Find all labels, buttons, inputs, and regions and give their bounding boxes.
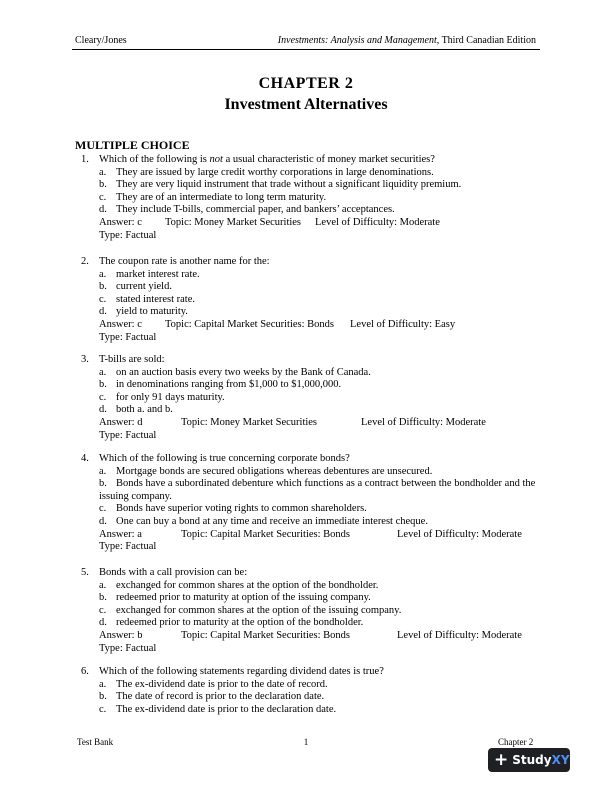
- brand-name-part: Study: [512, 753, 552, 767]
- option-d: [75, 404, 545, 417]
- option-text: redeemed prior to maturity at option of the issuing company.: [116, 592, 371, 604]
- option-letter: b.: [99, 691, 107, 703]
- option-text: The ex-dividend date is prior to the declaration date.: [116, 703, 337, 715]
- difficulty: Level of Difficulty: Moderate: [397, 629, 522, 641]
- section-heading: MULTIPLE CHOICE: [75, 138, 190, 152]
- question-5: [75, 567, 545, 655]
- answer-line: [75, 417, 545, 430]
- question-3: [75, 354, 545, 442]
- option-letter: d.: [99, 515, 107, 527]
- topic: Topic: Capital Market Securities: Bonds: [181, 528, 350, 540]
- stem-text: Which of the following statements regarding dividend dates is true?: [99, 666, 384, 677]
- brand-name-accent: XY: [551, 753, 570, 767]
- question-stem: [75, 154, 545, 167]
- option-a: [75, 679, 545, 692]
- option-letter: c.: [99, 391, 107, 403]
- option-letter: c.: [99, 503, 107, 515]
- option-a: [75, 269, 545, 282]
- answer: Answer: c: [99, 216, 142, 228]
- option-d: [75, 617, 545, 630]
- answer-line: [75, 630, 545, 643]
- option-b: [75, 478, 545, 503]
- topic: Topic: Capital Market Securities: Bonds: [181, 629, 350, 641]
- option-b: [75, 592, 545, 605]
- question-2: [75, 256, 545, 344]
- book-title: Investments: Analysis and Management: [277, 35, 437, 46]
- running-header-author: Cleary/Jones: [75, 35, 127, 46]
- option-letter: d.: [99, 617, 107, 629]
- question-type: Type: Factual: [99, 229, 157, 241]
- option-b: [75, 179, 545, 192]
- question-4: [75, 453, 545, 554]
- option-a: [75, 367, 545, 380]
- option-c: [75, 294, 545, 307]
- question-1: [75, 154, 545, 242]
- chapter-title: Investment Alternatives: [224, 96, 388, 113]
- difficulty: Level of Difficulty: Moderate: [397, 528, 522, 540]
- option-text: in denominations ranging from $1,000 to $1,000,000.: [116, 379, 342, 391]
- option-d: [75, 306, 545, 319]
- option-letter: a.: [99, 268, 107, 280]
- option-text: for only 91 days maturity.: [116, 391, 225, 403]
- topic: Topic: Capital Market Securities: Bonds: [165, 318, 334, 330]
- option-letter: b.: [99, 592, 107, 604]
- option-text: They include T-bills, commercial paper, and bankers’ acceptances.: [116, 204, 395, 216]
- question-stem: [75, 453, 545, 466]
- difficulty: Level of Difficulty: Easy: [350, 318, 456, 330]
- stem-text: Bonds with a call provision can be:: [99, 567, 248, 578]
- option-a: [75, 466, 545, 479]
- question-type: Type: Factual: [99, 331, 157, 343]
- option-text: exchanged for common shares at the option of the bondholder.: [116, 579, 379, 591]
- running-header-title: [278, 35, 536, 46]
- option-text: Mortgage bonds are secured obligations whereas debentures are unsecured.: [116, 465, 433, 477]
- stem-text: T-bills are sold:: [99, 354, 165, 365]
- question-number: 6.: [81, 666, 89, 677]
- header-rule: [72, 49, 540, 50]
- stem-text: Which of the following is: [99, 154, 210, 165]
- option-text: stated interest rate.: [116, 293, 196, 305]
- question-number: 5.: [81, 567, 89, 578]
- option-a: [75, 580, 545, 593]
- answer-line: [75, 319, 545, 332]
- option-c: [75, 392, 545, 405]
- option-letter: c.: [99, 293, 107, 305]
- option-c: [75, 704, 545, 717]
- option-text: They are of an intermediate to long term maturity.: [116, 191, 327, 203]
- option-text: yield to maturity.: [116, 306, 188, 318]
- option-letter: b.: [99, 478, 107, 490]
- answer: Answer: b: [99, 629, 143, 641]
- option-letter: b.: [99, 281, 107, 293]
- option-text: They are very liquid instrument that trade without a significant liquidity premium.: [116, 179, 462, 191]
- option-c: [75, 192, 545, 205]
- question-number: 3.: [81, 354, 89, 365]
- topic: Topic: Money Market Securities: [165, 216, 302, 228]
- option-text: exchanged for common shares at the option of the issuing company.: [116, 604, 402, 616]
- answer: Answer: c: [99, 318, 142, 330]
- answer: Answer: d: [99, 416, 143, 428]
- option-a: [75, 167, 545, 180]
- question-number: 1.: [81, 154, 89, 165]
- option-text: The ex-dividend date is prior to the date of record.: [116, 678, 328, 690]
- stem-text: The coupon rate is another name for the:: [99, 256, 270, 267]
- question-stem: [75, 256, 545, 269]
- option-text: market interest rate.: [116, 268, 200, 280]
- plus-icon: +: [494, 749, 509, 770]
- question-type: Type: Factual: [99, 429, 157, 441]
- question-stem: [75, 567, 545, 580]
- option-letter: b.: [99, 179, 107, 191]
- option-text: Bonds have superior voting rights to common shareholders.: [116, 503, 367, 515]
- option-d: [75, 516, 545, 529]
- option-b: [75, 379, 545, 392]
- option-letter: c.: [99, 191, 107, 203]
- option-letter: a.: [99, 678, 107, 690]
- option-d: [75, 204, 545, 217]
- footer-left: Test Bank: [77, 737, 114, 747]
- option-letter: c.: [99, 604, 107, 616]
- chapter-heading: CHAPTER 2: [258, 75, 354, 92]
- option-text: both a. and b.: [116, 404, 173, 416]
- question-stem: [75, 666, 545, 679]
- option-b: [75, 281, 545, 294]
- option-c: [75, 503, 545, 516]
- question-number: 2.: [81, 256, 89, 267]
- option-text: current yield.: [116, 281, 172, 293]
- option-b: [75, 691, 545, 704]
- option-text: The date of record is prior to the declaration date.: [116, 691, 325, 703]
- question-type: Type: Factual: [99, 642, 157, 654]
- stem-emphasis: not: [209, 154, 223, 165]
- answer: Answer: a: [99, 528, 142, 540]
- answer-line: [75, 217, 545, 230]
- option-letter: a.: [99, 166, 107, 178]
- option-letter: c.: [99, 703, 107, 715]
- option-text: Bonds have a subordinated debenture which functions as a contract between the bondholder and the issuing company.: [99, 478, 536, 502]
- option-letter: d.: [99, 204, 107, 216]
- option-letter: a.: [99, 465, 107, 477]
- difficulty: Level of Difficulty: Moderate: [361, 416, 486, 428]
- page-number: 1: [303, 737, 309, 747]
- question-6: [75, 666, 545, 716]
- option-letter: d.: [99, 306, 107, 318]
- footer-right: Chapter 2: [498, 737, 534, 747]
- option-text: One can buy a bond at any time and receive an immediate interest cheque.: [116, 515, 428, 527]
- option-text: They are issued by large credit worthy corporations in large denominations.: [116, 166, 434, 178]
- option-c: [75, 605, 545, 618]
- question-type: Type: Factual: [99, 541, 157, 553]
- stem-text: Which of the following is true concerning corporate bonds?: [99, 453, 350, 464]
- option-letter: a.: [99, 366, 107, 378]
- option-letter: b.: [99, 379, 107, 391]
- answer-line: [75, 529, 545, 542]
- option-text: redeemed prior to maturity at the option of the bondholder.: [116, 617, 364, 629]
- question-stem: [75, 354, 545, 367]
- option-letter: a.: [99, 579, 107, 591]
- topic: Topic: Money Market Securities: [181, 416, 318, 428]
- question-number: 4.: [81, 453, 89, 464]
- edition-label: , Third Canadian Edition: [436, 35, 536, 46]
- option-letter: d.: [99, 404, 107, 416]
- studyxy-logo-badge[interactable]: [488, 748, 570, 772]
- option-text: on an auction basis every two weeks by the Bank of Canada.: [116, 366, 371, 378]
- difficulty: Level of Difficulty: Moderate: [315, 216, 440, 228]
- stem-text: a usual characteristic of money market securities?: [222, 154, 435, 165]
